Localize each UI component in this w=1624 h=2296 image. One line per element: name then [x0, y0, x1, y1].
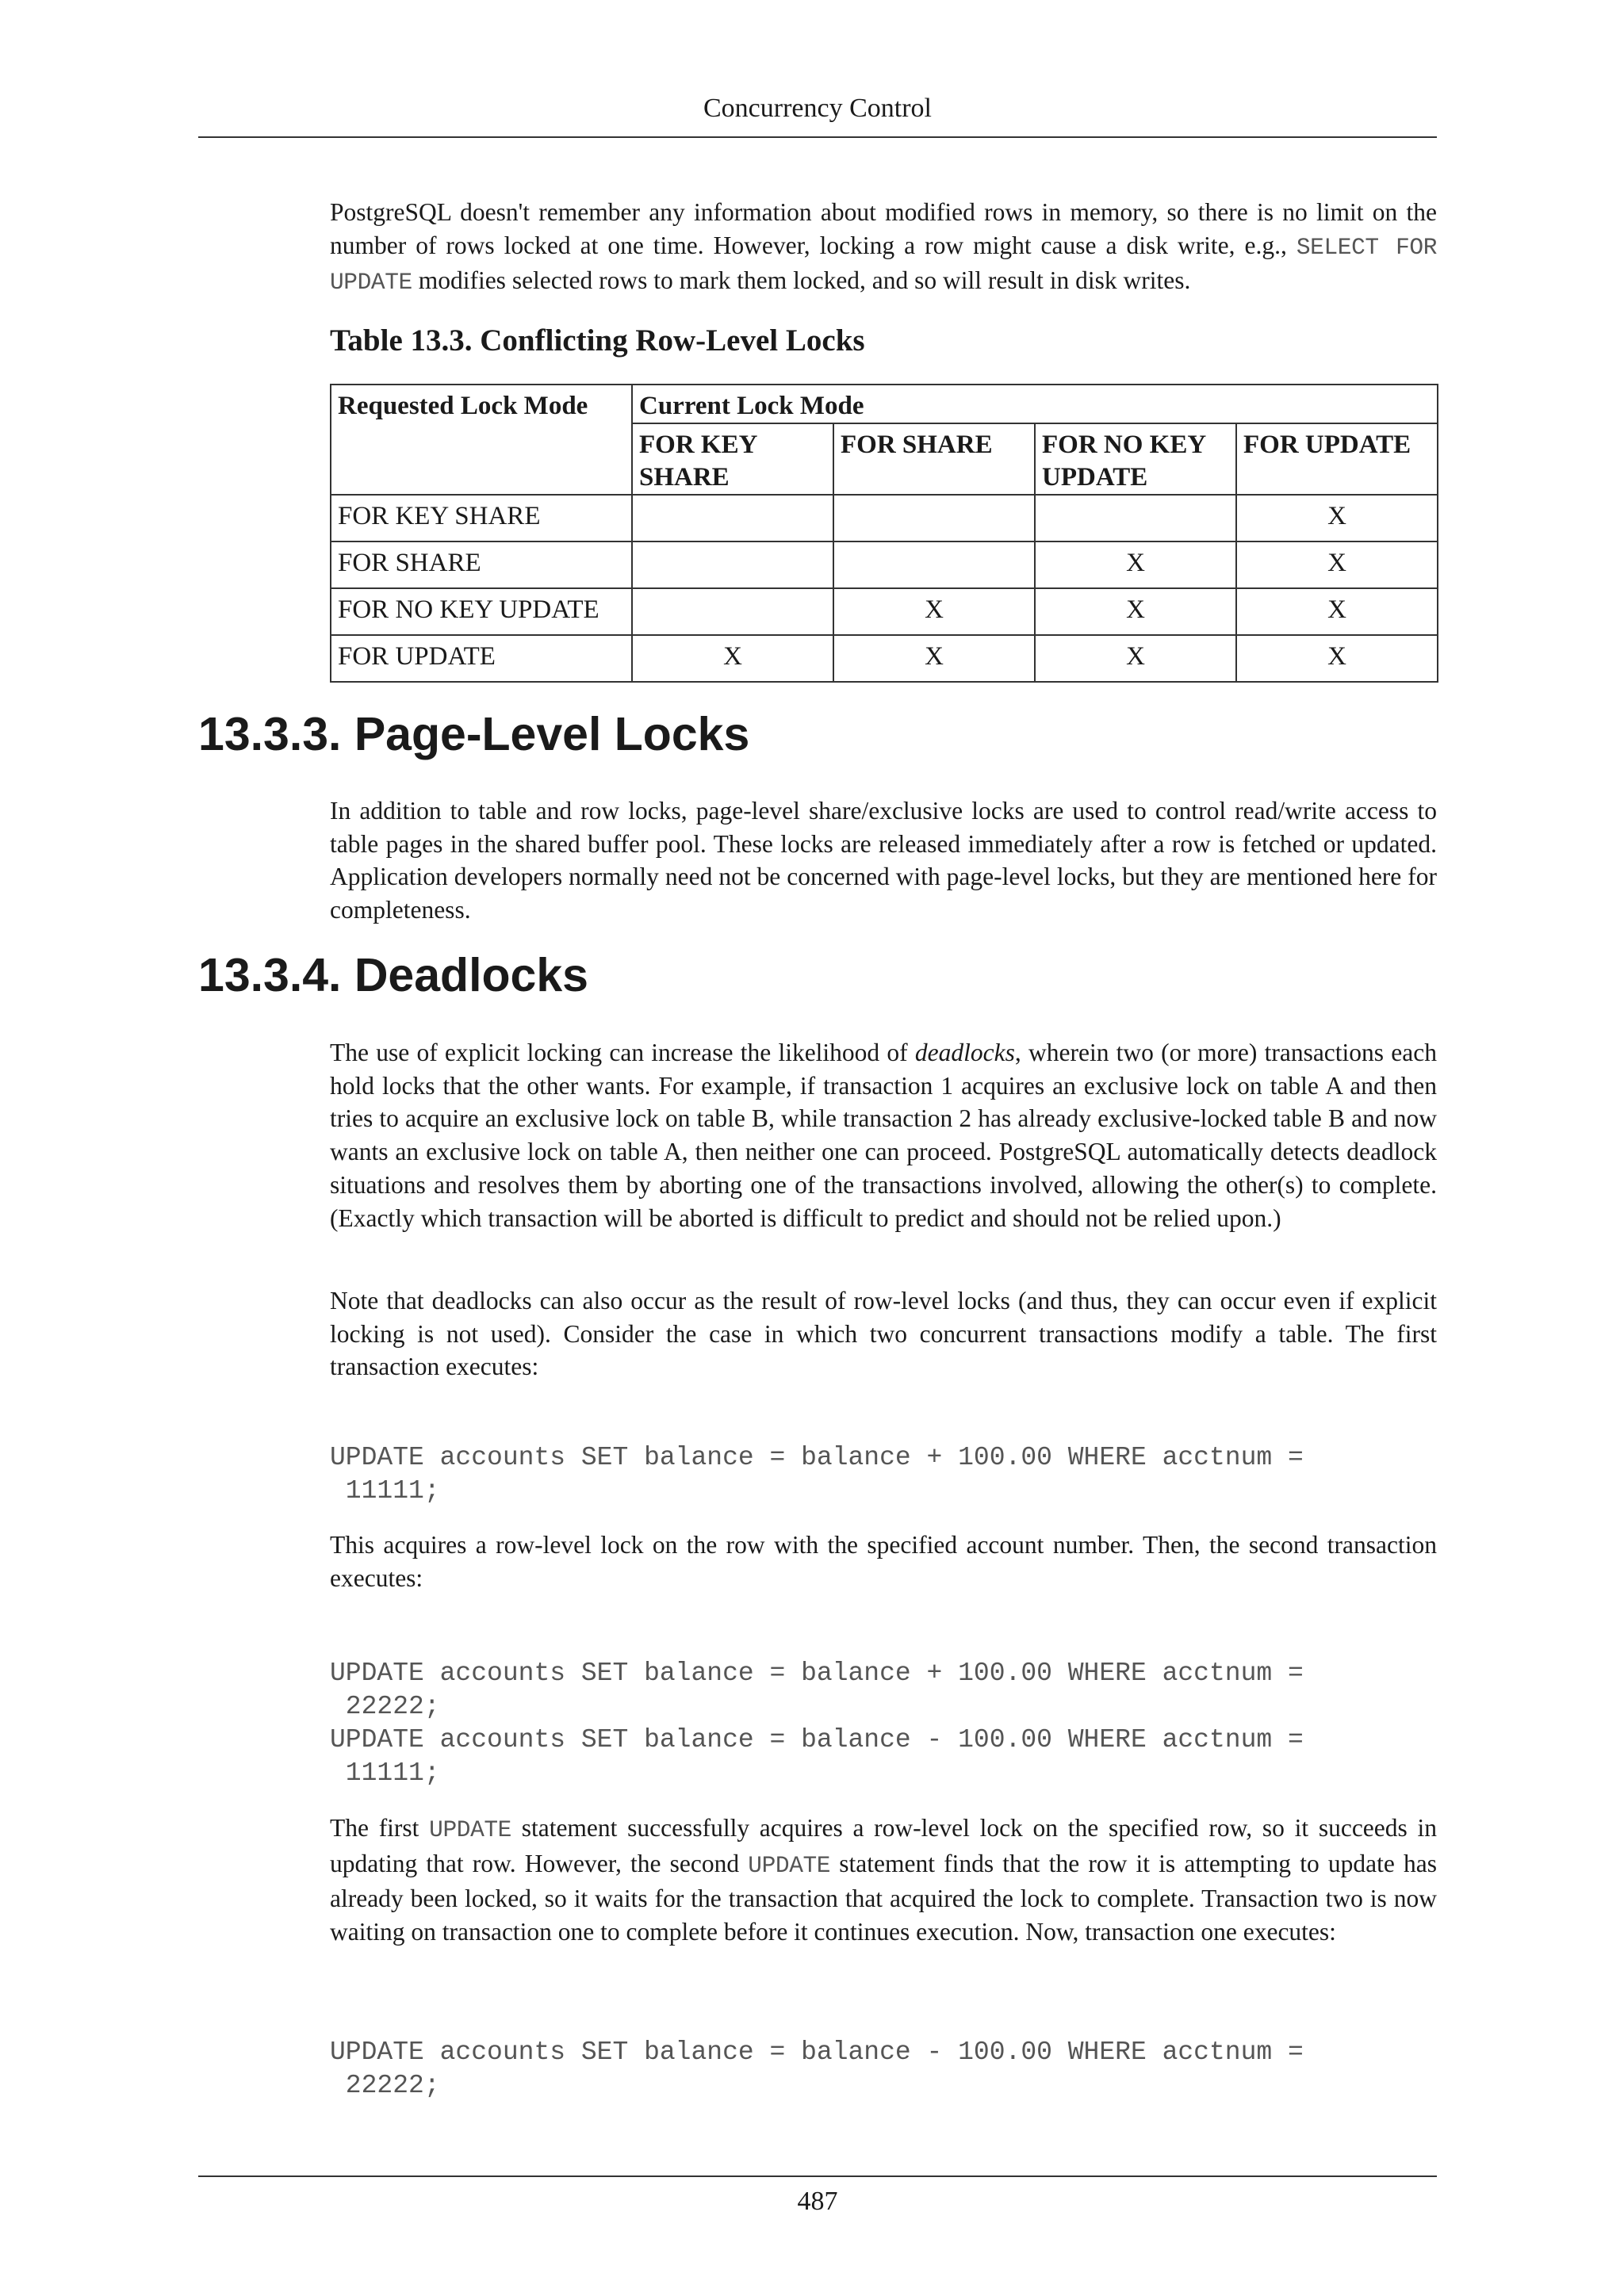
- table-header-row: [331, 385, 1438, 423]
- code-block-1: UPDATE accounts SET balance = balance + 100.00 WHERE acctnum = 11111;: [330, 1443, 1304, 1506]
- intro-text-before: PostgreSQL doesn't remember any information about modified rows in memory, so there is no limit on the number of rows locked at one time. However, locking a row might cause a disk write, e.g.,: [330, 198, 1437, 259]
- deadlocks-paragraph-3-block: [330, 1529, 1437, 1594]
- deadlocks-paragraph-3: This acquires a row-level lock on the row with the specified account number. Then, the second transaction executes:: [330, 1531, 1437, 1592]
- deadlocks-intro-block: [330, 1036, 1437, 1234]
- conflict-cell: X: [1236, 495, 1438, 541]
- table-row: [331, 541, 1438, 588]
- conflict-cell: [1035, 495, 1236, 541]
- page-level-locks-paragraph: In addition to table and row locks, page-level share/exclusive locks are used to control read/write access to table pages in the shared buffer pool. These locks are released immediately after a row is fetched or updated. Application developers normally need not be concerned with page-level locks, but they are mentioned here for completeness.: [330, 797, 1437, 924]
- conflict-cell: X: [1236, 635, 1438, 682]
- header-rule: [198, 136, 1437, 138]
- intro-block: [330, 196, 1437, 300]
- deadlocks-paragraph-4: [330, 1812, 1437, 1949]
- p4-code-update-2: UPDATE: [748, 1851, 831, 1879]
- conflict-cell: X: [1035, 635, 1236, 682]
- footer-rule: [198, 2175, 1437, 2177]
- page-number: 487: [797, 2187, 838, 2216]
- p1-emphasis: deadlocks: [914, 1039, 1015, 1066]
- deadlocks-paragraph-2-block: [330, 1284, 1437, 1383]
- conflict-cell: [632, 588, 833, 635]
- subheader-for-update: FOR UPDATE: [1236, 423, 1438, 495]
- col-current-lock-mode: Current Lock Mode: [632, 385, 1438, 423]
- conflict-cell: [632, 495, 833, 541]
- conflict-cell: [833, 541, 1035, 588]
- p4-text-c: statement finds that the row it is attempting to update has already been locked, so it waits for the transaction that acquired the lock to complete. Transaction two is now waiting on transaction one to complete before it continues execution. Now, transaction one executes:: [330, 1849, 1437, 1946]
- row-mode: FOR SHARE: [331, 541, 632, 588]
- subheader-for-key-share: FOR KEY SHARE: [632, 423, 833, 495]
- p4-text-b: statement successfully acquires a row-level lock on the specified row, so it succeeds in updating that row. However, the second: [330, 1814, 1437, 1877]
- subheader-for-no-key-update: FOR NO KEY UPDATE: [1035, 423, 1236, 495]
- section-heading-page-level-locks: 13.3.3. Page-Level Locks: [198, 708, 750, 760]
- conflict-cell: X: [833, 588, 1035, 635]
- table-row: [331, 495, 1438, 541]
- conflict-cell: X: [1035, 588, 1236, 635]
- p4-text-a: The first: [330, 1814, 430, 1842]
- deadlocks-paragraph-4-block: [330, 1812, 1437, 1949]
- section-heading-deadlocks: 13.3.4. Deadlocks: [198, 949, 588, 1001]
- table-row: [331, 588, 1438, 635]
- conflict-cell: [632, 541, 833, 588]
- running-header: Concurrency Control: [703, 94, 932, 123]
- p4-code-update-1: UPDATE: [429, 1816, 511, 1843]
- row-mode: FOR UPDATE: [331, 635, 632, 682]
- intro-paragraph: [330, 196, 1437, 300]
- conflict-cell: X: [1236, 588, 1438, 635]
- page-level-locks-block: [330, 794, 1437, 927]
- code-block-3: UPDATE accounts SET balance = balance - 100.00 WHERE acctnum = 22222;: [330, 2038, 1304, 2100]
- p1-text-after: , wherein two (or more) transactions each hold locks that the other wants. For example, if transaction 1 acquires an exclusive lock on table A and then tries to acquire an exclusive lock on table B, while transaction 2 has already exclusive-locked table B and now wants an exclusive lock on table A, then neither one can proceed. PostgreSQL automatically detects deadlock situations and resolves them by aborting one of the transactions involved, allowing the other(s) to complete. (Exactly which transaction will be aborted is difficult to predict and should not be relied upon.): [330, 1039, 1437, 1232]
- table-title: Table 13.3. Conflicting Row-Level Locks: [330, 323, 865, 358]
- row-mode: FOR KEY SHARE: [331, 495, 632, 541]
- conflict-cell: X: [632, 635, 833, 682]
- conflict-cell: X: [1035, 541, 1236, 588]
- intro-text-after: modifies selected rows to mark them locked, and so will result in disk writes.: [412, 266, 1191, 295]
- conflict-cell: X: [833, 635, 1035, 682]
- conflict-cell: X: [1236, 541, 1438, 588]
- deadlocks-paragraph-2: Note that deadlocks can also occur as the result of row-level locks (and thus, they can occur even if explicit locking is not used). Consider the case in which two concurrent transactions modify a table. The first transaction executes:: [330, 1287, 1437, 1381]
- code-block-2: UPDATE accounts SET balance = balance + 100.00 WHERE acctnum = 22222; UPDATE accounts SET balance = balance - 100.00 WHERE acctnum = 11111;: [330, 1659, 1304, 1788]
- conflict-cell: [833, 495, 1035, 541]
- row-mode: FOR NO KEY UPDATE: [331, 588, 632, 635]
- subheader-for-share: FOR SHARE: [833, 423, 1035, 495]
- p1-text-before: The use of explicit locking can increase the likelihood of: [330, 1039, 915, 1066]
- conflicting-locks-table: [330, 384, 1438, 683]
- table-row: [331, 635, 1438, 682]
- col-requested-lock-mode: Requested Lock Mode: [331, 385, 632, 495]
- deadlocks-paragraph-1: [330, 1036, 1437, 1234]
- intro-code: SELECT FOR UPDATE: [330, 233, 1437, 297]
